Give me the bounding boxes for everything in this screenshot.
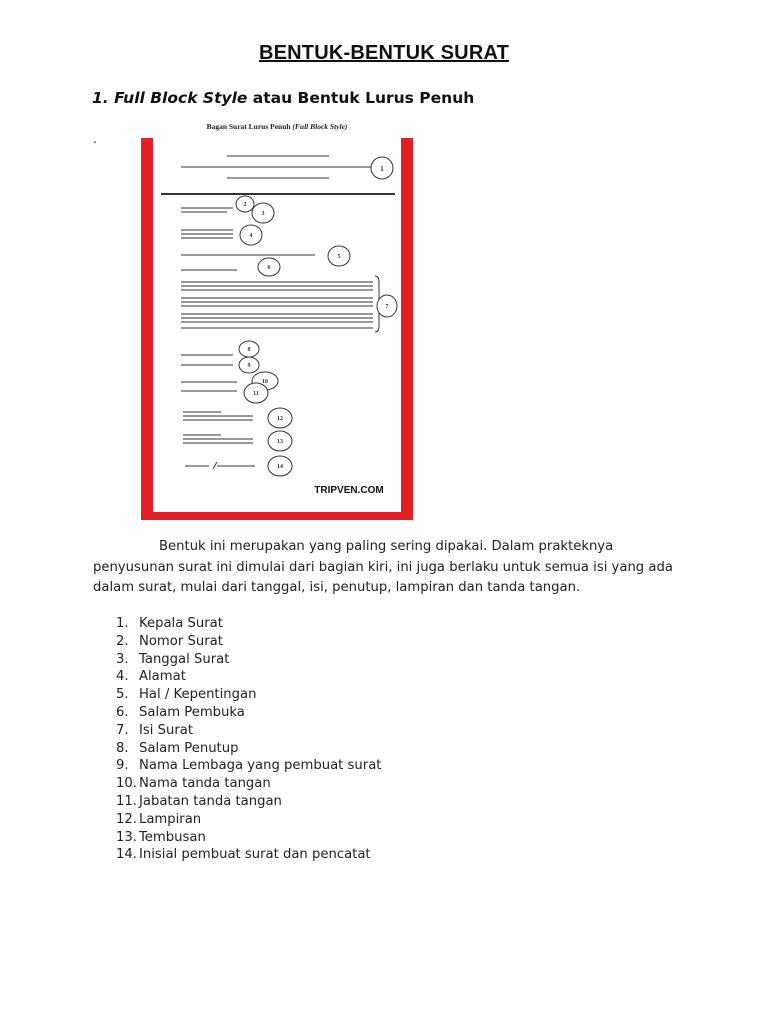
list-item-number: 7. bbox=[116, 722, 129, 738]
list-item bbox=[116, 651, 381, 669]
list-item bbox=[116, 757, 381, 775]
full-block-diagram bbox=[141, 116, 413, 520]
body-paragraph bbox=[93, 537, 683, 599]
list-item bbox=[116, 686, 381, 704]
marker-label: 6 bbox=[267, 265, 271, 271]
list-item-number: 12. bbox=[116, 811, 137, 827]
list-item-number: 9. bbox=[116, 758, 129, 774]
marker-label: 12 bbox=[277, 416, 283, 422]
list-item bbox=[116, 722, 381, 740]
list-item-number: 11. bbox=[116, 793, 137, 809]
list-item-number: 3. bbox=[116, 651, 129, 667]
marker-label: 4 bbox=[249, 233, 253, 239]
list-item-number: 2. bbox=[116, 633, 129, 649]
list-item bbox=[116, 704, 381, 722]
list-item bbox=[116, 668, 381, 686]
list-item-number: 4. bbox=[116, 669, 129, 685]
marker-label: 13 bbox=[277, 439, 283, 445]
marker-label: 10 bbox=[262, 379, 268, 385]
marker-label: 9 bbox=[247, 363, 251, 369]
list-item bbox=[116, 775, 381, 793]
diagram-caption-plain: Bagan Surat Lurus Penuh bbox=[206, 122, 293, 131]
list-item-number: 14. bbox=[116, 847, 137, 863]
list-item-text: Tanggal Surat bbox=[139, 651, 230, 667]
marker-label: 1 bbox=[380, 165, 384, 173]
marker-label: 7 bbox=[385, 304, 389, 310]
list-item-text: Salam Penutup bbox=[139, 740, 239, 756]
list-item bbox=[116, 633, 381, 651]
list-item-number: 5. bbox=[116, 687, 129, 703]
list-item-text: Isi Surat bbox=[139, 722, 194, 738]
list-item-text: Kepala Surat bbox=[139, 616, 223, 631]
list-item-text: Lampiran bbox=[139, 811, 202, 827]
list-item-number: 1. bbox=[116, 616, 129, 631]
list-item bbox=[116, 740, 381, 758]
marker-label: 5 bbox=[337, 254, 341, 260]
section-heading bbox=[92, 89, 474, 107]
marker-label: 3 bbox=[261, 211, 265, 217]
list-item bbox=[116, 829, 381, 847]
list-item bbox=[116, 811, 381, 829]
list-item-text: Nomor Surat bbox=[139, 633, 223, 649]
diagram-caption bbox=[207, 122, 348, 131]
list-item-text: Salam Pembuka bbox=[139, 704, 245, 720]
list-item-number: 8. bbox=[116, 740, 129, 756]
marker-label: 8 bbox=[247, 347, 251, 353]
stray-mark: . bbox=[93, 132, 97, 146]
diagram-watermark: TRIPVEN.COM bbox=[314, 485, 384, 496]
marker-label: 2 bbox=[243, 202, 247, 208]
list-item-text: Nama tanda tangan bbox=[139, 776, 271, 792]
diagram-svg bbox=[141, 116, 413, 520]
list-item-text: Nama Lembaga yang pembuat surat bbox=[139, 758, 382, 774]
list-item bbox=[116, 793, 381, 811]
marker-label: 11 bbox=[253, 391, 259, 397]
list-item-number: 13. bbox=[116, 829, 137, 845]
list-item-text: Jabatan tanda tangan bbox=[139, 793, 282, 809]
diagram-caption-italic: (Full Block Style) bbox=[292, 122, 348, 131]
page-title: BENTUK-BENTUK SURAT bbox=[258, 42, 510, 64]
list-item-number: 10. bbox=[116, 776, 137, 792]
list-item bbox=[116, 615, 381, 633]
letter-parts-list bbox=[116, 615, 381, 864]
list-item-number: 6. bbox=[116, 704, 129, 720]
list-item-text: Tembusan bbox=[139, 829, 206, 845]
body-paragraph-text: Bentuk ini merupakan yang paling sering dipakai. Dalam prakteknya penyusunan surat ini dimulai dari bagian kiri, ini juga berlaku untuk semua isi yang ada dalam surat, mulai dari tanggal, isi, penutup, lampiran dan tanda tangan. bbox=[93, 539, 673, 595]
marker-label: 14 bbox=[277, 464, 283, 470]
section-heading-style: 1. Full Block Style bbox=[92, 89, 248, 107]
section-heading-rest: atau Bentuk Lurus Penuh bbox=[247, 89, 475, 107]
list-item bbox=[116, 846, 381, 864]
list-item-text: Alamat bbox=[139, 669, 186, 685]
list-item-text: Inisial pembuat surat dan pencatat bbox=[139, 847, 371, 863]
list-item-text: Hal / Kepentingan bbox=[139, 687, 257, 703]
